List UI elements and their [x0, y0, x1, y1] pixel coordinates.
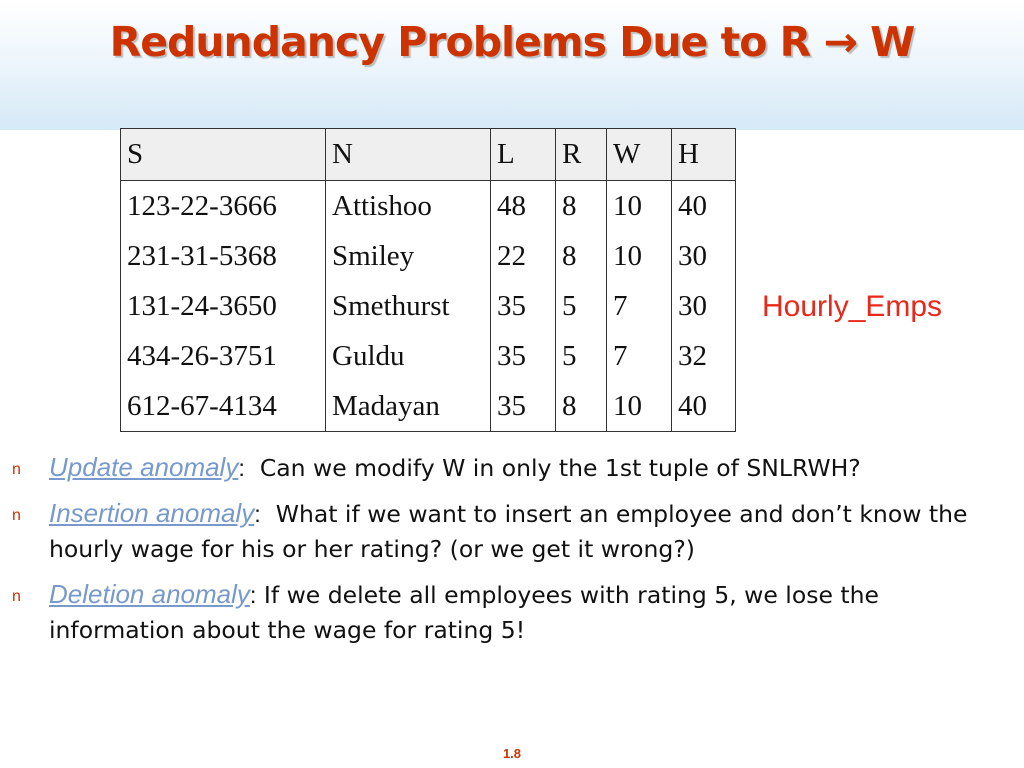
bullet-marker: n	[12, 507, 21, 524]
term-separator: :	[254, 501, 261, 527]
cell-h: 40	[672, 381, 736, 432]
cell-s: 612-67-4134	[121, 381, 326, 432]
bullet-deletion-anomaly	[12, 577, 1002, 648]
cell-n: Attishoo	[326, 181, 491, 232]
cell-s: 123-22-3666	[121, 181, 326, 232]
cell-s: 434-26-3751	[121, 331, 326, 381]
cell-r: 5	[556, 331, 607, 381]
cell-r: 8	[556, 181, 607, 232]
update-anomaly-text: Can we modify W in only the 1st tuple of SNLRWH?	[244, 454, 861, 482]
column-header-r: R	[556, 129, 607, 181]
cell-w: 10	[607, 231, 672, 281]
cell-n: Madayan	[326, 381, 491, 432]
update-anomaly-term: Update anomaly	[49, 452, 239, 482]
term-separator: :	[249, 582, 257, 608]
cell-h: 40	[672, 181, 736, 232]
bullet-marker: n	[12, 461, 21, 478]
cell-n: Guldu	[326, 331, 491, 381]
bullet-marker: n	[12, 588, 21, 605]
bullet-update-anomaly	[12, 450, 1002, 486]
page-number: 1.8	[502, 746, 522, 761]
table-row	[121, 331, 736, 381]
table-row	[121, 231, 736, 281]
cell-s: 231-31-5368	[121, 231, 326, 281]
cell-l: 35	[491, 331, 556, 381]
cell-n: Smiley	[326, 231, 491, 281]
cell-l: 35	[491, 381, 556, 432]
column-header-l: L	[491, 129, 556, 181]
cell-w: 10	[607, 181, 672, 232]
cell-w: 7	[607, 281, 672, 331]
anomaly-bullet-list	[12, 450, 1002, 658]
cell-h: 30	[672, 281, 736, 331]
deletion-anomaly-term: Deletion anomaly	[49, 579, 250, 609]
column-header-w: W	[607, 129, 672, 181]
insertion-anomaly-term: Insertion anomaly	[49, 498, 255, 528]
cell-r: 5	[556, 281, 607, 331]
cell-r: 8	[556, 381, 607, 432]
table-row	[121, 381, 736, 432]
cell-r: 8	[556, 231, 607, 281]
cell-h: 32	[672, 331, 736, 381]
cell-n: Smethurst	[326, 281, 491, 331]
hourly-emps-table	[120, 128, 736, 432]
cell-w: 7	[607, 331, 672, 381]
table-row	[121, 281, 736, 331]
column-header-h: H	[672, 129, 736, 181]
column-header-s: S	[121, 129, 326, 181]
table-row	[121, 181, 736, 232]
column-header-n: N	[326, 129, 491, 181]
table-header-row	[121, 129, 736, 181]
cell-h: 30	[672, 231, 736, 281]
cell-l: 22	[491, 231, 556, 281]
relation-name-label: Hourly_Emps	[762, 290, 943, 323]
term-separator: :	[238, 455, 245, 481]
slide-title: Redundancy Problems Due to R → W	[109, 18, 915, 66]
bullet-insertion-anomaly	[12, 496, 1002, 567]
insertion-anomaly-text: What if we want to insert an employee and don’t know the hourly wage for his or her rating? (or we get it wrong?)	[49, 500, 975, 563]
cell-l: 35	[491, 281, 556, 331]
cell-s: 131-24-3650	[121, 281, 326, 331]
cell-l: 48	[491, 181, 556, 232]
deletion-anomaly-text: If we delete all employees with rating 5, we lose the information about the wage for rating 5!	[49, 581, 887, 644]
cell-w: 10	[607, 381, 672, 432]
